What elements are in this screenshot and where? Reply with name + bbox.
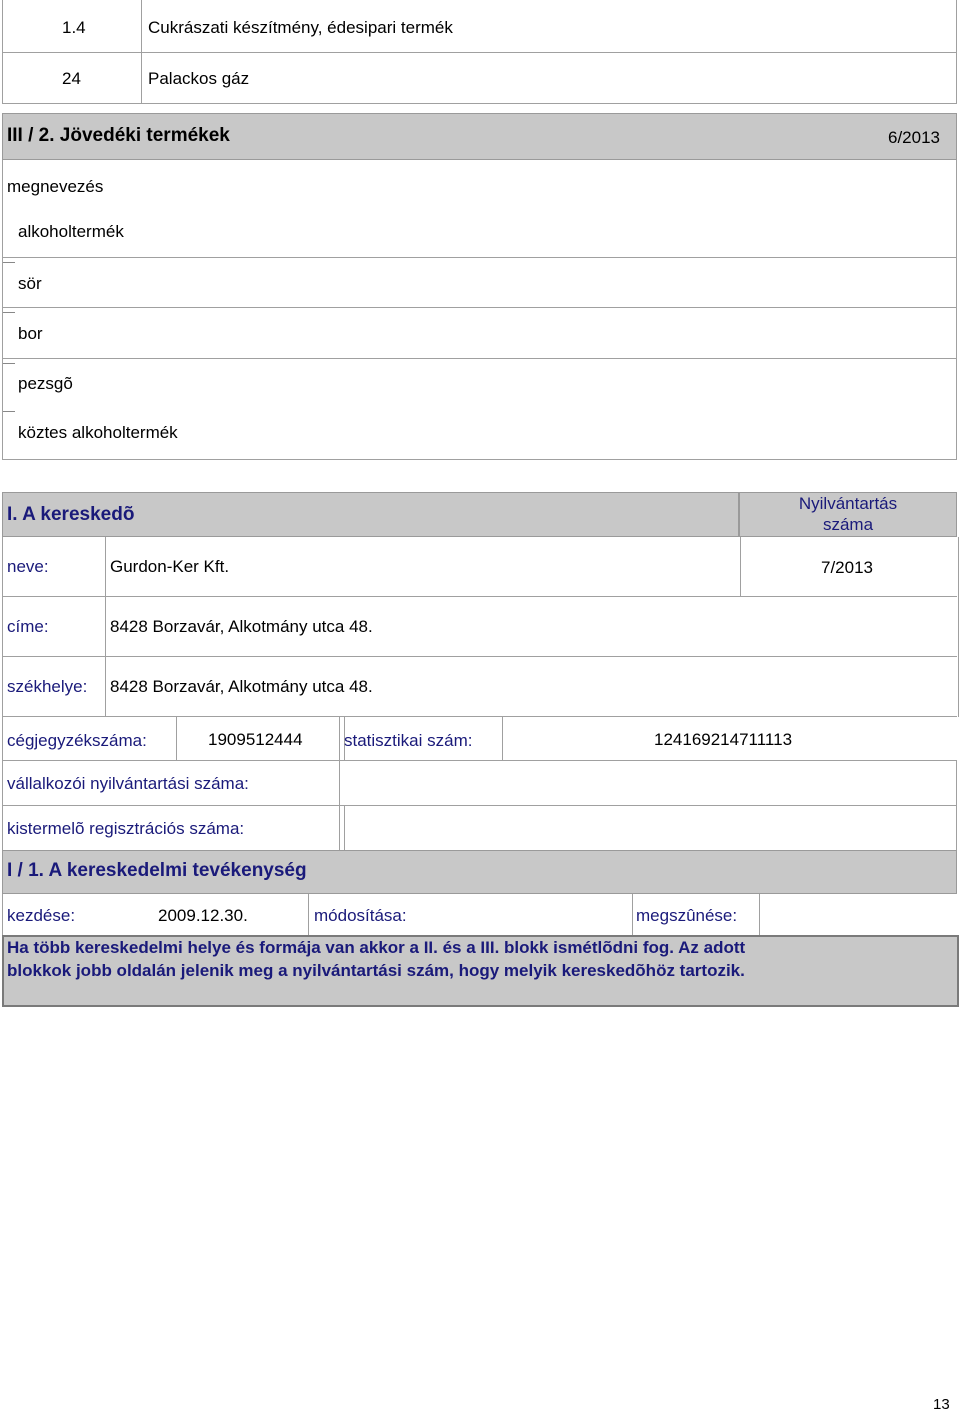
trader-address: 8428 Borzavár, Alkotmány utca 48.: [110, 617, 373, 636]
company-reg-label: cégjegyzékszáma:: [7, 731, 147, 750]
registration-number: 6/2013: [888, 128, 940, 147]
modify-label: módosítása:: [314, 906, 407, 925]
address-label: címe:: [7, 617, 49, 636]
product-code: 24: [62, 69, 81, 88]
list-item: pezsgõ: [18, 374, 73, 393]
stat-label: statisztikai szám:: [344, 731, 473, 750]
end-label: megszûnése:: [636, 906, 738, 925]
list-item: alkoholtermék: [18, 222, 124, 241]
start-date: 2009.12.30.: [158, 906, 248, 925]
activity-dates-row: [2, 894, 957, 936]
list-item: bor: [18, 324, 43, 343]
company-reg-value: 1909512444: [208, 730, 303, 749]
list-item: sör: [18, 274, 42, 293]
note-text: Ha több kereskedelmi helye és formája van akkor a II. és a III. blokk ismétlõdni fog. Az adott blokkok jobb oldalán jelenik meg a nyilvántartási szám, hogy melyik kereskedõhöz tartozik.: [7, 938, 746, 980]
trader-seat: 8428 Borzavár, Alkotmány utca 48.: [110, 677, 373, 696]
section-title: I. A kereskedõ: [7, 504, 135, 525]
list-item: köztes alkoholtermék: [18, 423, 178, 442]
smallholder-label: kistermelõ regisztrációs száma:: [7, 819, 245, 838]
name-label: neve:: [7, 557, 49, 576]
product-code: 1.4: [62, 18, 86, 37]
product-name: Palackos gáz: [148, 69, 250, 88]
page-number: 13: [933, 1396, 950, 1413]
trader-name: Gurdon-Ker Kft.: [110, 557, 230, 576]
reg-number-header: Nyilvántartás száma: [798, 494, 898, 534]
entrepreneur-label: vállalkozói nyilvántartási száma:: [7, 774, 249, 793]
column-header: megnevezés: [7, 177, 104, 196]
section-title: III / 2. Jövedéki termékek: [7, 125, 230, 146]
excise-items-table: [2, 160, 957, 460]
stat-value: 124169214711113: [654, 730, 793, 749]
seat-label: székhelye:: [7, 677, 88, 696]
section-title: I / 1. A kereskedelmi tevékenység: [7, 860, 307, 881]
product-name: Cukrászati készítmény, édesipari termék: [148, 18, 453, 37]
start-label: kezdése:: [7, 906, 76, 925]
trader-reg-number: 7/2013: [821, 558, 873, 577]
top-product-table: [2, 0, 957, 104]
